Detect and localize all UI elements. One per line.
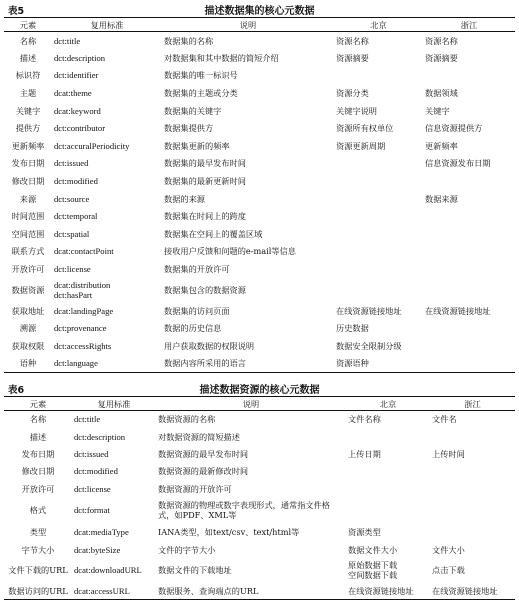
cell-beijing <box>334 155 423 173</box>
cell-beijing: 在线资源链接地址 <box>346 582 430 599</box>
cell-beijing: 资源摘要 <box>336 52 369 63</box>
table5-header-zhejiang: 浙江 <box>423 18 515 32</box>
table5-header <box>4 18 515 32</box>
table6 <box>4 396 515 600</box>
cell-description: 数据资源的最新修改时间 <box>158 466 249 477</box>
cell-zhejiang <box>430 463 515 480</box>
table-row <box>4 411 515 428</box>
cell-description: 数据集提供方 <box>164 123 214 134</box>
cell-element: 来源 <box>19 193 37 204</box>
cell-element: 提供方 <box>15 123 41 134</box>
cell-description: 数据资源的物理或数字表现形式，通常指文件格式，如PDF、XML等 <box>158 500 330 521</box>
cell-description: 数据集更新的频率 <box>164 140 230 151</box>
cell-standard: dcat:accessURL <box>72 582 156 599</box>
cell-element: 文件下载的URL <box>8 565 68 576</box>
table-row <box>4 337 515 355</box>
table-row <box>4 582 515 599</box>
cell-standard: dct:provenance <box>54 323 107 334</box>
cell-description: 数据集的主题或分类 <box>164 88 238 99</box>
cell-beijing: 数据文件大小 <box>348 544 398 555</box>
cell-zhejiang <box>423 225 515 243</box>
cell-element: 语种 <box>4 355 52 373</box>
table-row <box>4 49 515 67</box>
cell-description: 数据集的访问页面 <box>164 305 230 316</box>
cell-zhejiang: 在线资源链接地址 <box>425 305 491 316</box>
cell-description: 数据资源的最早发布时间 <box>158 448 249 459</box>
table5-header-element: 元素 <box>4 18 52 32</box>
table-row <box>4 558 515 582</box>
cell-standard: dcat:byteSize <box>74 544 121 555</box>
cell-description: 数据的历史信息 <box>164 323 222 334</box>
cell-description: 数据的来源 <box>164 193 205 204</box>
cell-element: 修改日期 <box>11 176 45 187</box>
cell-element: 更新频率 <box>11 140 45 151</box>
cell-element: 主题 <box>19 88 37 99</box>
table-row <box>4 190 515 208</box>
cell-element: 描述 <box>29 431 47 442</box>
cell-description: 数据集在空间上的覆盖区域 <box>164 228 263 239</box>
table5-header-description: 说明 <box>162 18 334 32</box>
cell-standard: dct:title <box>54 35 81 46</box>
cell-description: 数据集的唯一标识号 <box>164 70 238 81</box>
cell-description: 数据内容所采用的语言 <box>162 355 334 373</box>
cell-beijing <box>334 260 423 278</box>
cell-standard: dct:license <box>54 264 91 275</box>
table6-title: 描述数据资源的核心元数据 <box>199 385 320 396</box>
table-row <box>4 207 515 225</box>
table5-caption <box>0 2 519 16</box>
cell-element: 发布日期 <box>21 448 55 459</box>
table6-header-zhejiang: 浙江 <box>430 397 515 411</box>
cell-element: 获取地址 <box>11 305 45 316</box>
cell-description: 对数据集和其中数据的简短介绍 <box>164 52 279 63</box>
table5-header-standard: 复用标准 <box>52 18 162 32</box>
cell-beijing: 数据安全限制分级 <box>336 340 402 351</box>
table-row <box>4 155 515 173</box>
table-row <box>4 523 515 540</box>
cell-standard: dct:temporal <box>54 211 98 222</box>
cell-beijing <box>334 243 423 261</box>
cell-zhejiang: 资源名称 <box>425 35 458 46</box>
cell-description: 数据服务、查询端点的URL <box>156 582 346 599</box>
table6-header-standard: 复用标准 <box>72 397 156 411</box>
cell-standard: dcat:landingPage <box>54 305 114 316</box>
table-row <box>4 278 515 302</box>
cell-beijing: 资源所有权单位 <box>336 123 394 134</box>
cell-standard: dct:modified <box>54 176 98 187</box>
table6-header-description: 说明 <box>156 397 346 411</box>
cell-zhejiang <box>423 243 515 261</box>
cell-beijing: 资源类型 <box>348 527 381 538</box>
table-row <box>4 463 515 480</box>
cell-element: 数据访问的URL <box>4 582 72 599</box>
cell-element: 发布日期 <box>11 158 45 169</box>
table5-header-beijing: 北京 <box>334 18 423 32</box>
cell-description: 数据集在时间上的跨度 <box>164 211 246 222</box>
cell-description: 文件的字节大小 <box>158 544 216 555</box>
cell-element: 开放许可 <box>11 264 45 275</box>
cell-description: 数据资源的开放许可 <box>158 483 232 494</box>
table-row <box>4 225 515 243</box>
cell-zhejiang: 文件名 <box>432 414 457 425</box>
cell-standard: dct:license <box>74 483 111 494</box>
cell-beijing <box>334 67 423 85</box>
cell-zhejiang: 关键字 <box>425 105 450 116</box>
cell-zhejiang: 数据领域 <box>425 88 458 99</box>
cell-element: 空间范围 <box>11 228 45 239</box>
cell-element: 获取权限 <box>11 340 45 351</box>
cell-standard: dcat:theme <box>54 88 92 99</box>
cell-element: 数据资源 <box>11 284 45 295</box>
table5-label: 表5 <box>8 6 25 17</box>
cell-zhejiang <box>423 172 515 190</box>
cell-beijing <box>334 207 423 225</box>
cell-beijing: 文件名称 <box>348 414 381 425</box>
cell-standard: dct:issued <box>74 448 109 459</box>
cell-beijing: 资源更新周期 <box>336 140 386 151</box>
cell-beijing <box>334 190 423 208</box>
table-row <box>4 302 515 320</box>
cell-beijing <box>334 225 423 243</box>
cell-zhejiang <box>423 67 515 85</box>
cell-element: 时间范围 <box>11 211 45 222</box>
cell-element: 溯源 <box>19 323 37 334</box>
table5-body <box>4 32 515 373</box>
cell-description: 数据文件的下载地址 <box>158 565 232 576</box>
cell-standard: dct:accessRights <box>54 340 112 351</box>
cell-beijing: 原始数据下载 空间数据下载 <box>348 560 398 581</box>
table-row <box>4 355 515 373</box>
cell-beijing <box>346 428 430 445</box>
cell-description: IANA类型，如text/csv、text/html等 <box>158 527 300 538</box>
table-row <box>4 260 515 278</box>
cell-beijing: 历史数据 <box>336 323 369 334</box>
cell-beijing: 资源分类 <box>336 88 369 99</box>
cell-description: 数据集的最新更新时间 <box>164 176 246 187</box>
cell-element: 格式 <box>29 505 47 516</box>
cell-element: 名称 <box>29 414 47 425</box>
cell-element: 类型 <box>29 527 47 538</box>
table6-body <box>4 411 515 600</box>
cell-zhejiang: 上传时间 <box>432 448 465 459</box>
table6-caption <box>0 381 519 395</box>
table-row <box>4 102 515 120</box>
cell-standard: dct:title <box>74 414 101 425</box>
cell-standard: dct:issued <box>54 158 89 169</box>
cell-description: 数据集包含的数据资源 <box>164 284 246 295</box>
table6-label: 表6 <box>8 385 25 396</box>
table5-title: 描述数据集的核心元数据 <box>204 6 315 17</box>
cell-standard: dct:identifier <box>54 70 99 81</box>
table-row <box>4 172 515 190</box>
table-row <box>4 428 515 445</box>
cell-beijing <box>334 172 423 190</box>
cell-standard: dct:spatial <box>54 228 90 239</box>
cell-zhejiang: 数据来源 <box>425 193 458 204</box>
table-row <box>4 137 515 155</box>
cell-standard: dct:modified <box>74 466 118 477</box>
table-row <box>4 480 515 497</box>
cell-standard: dcat:contactPoint <box>54 246 114 257</box>
cell-beijing: 资源语种 <box>334 355 423 373</box>
cell-description: 数据集的关键字 <box>164 105 222 116</box>
table-row <box>4 84 515 102</box>
cell-zhejiang: 资源摘要 <box>425 52 458 63</box>
cell-element: 名称 <box>19 35 37 46</box>
cell-zhejiang: 信息资源发布日期 <box>425 158 491 169</box>
cell-zhejiang <box>423 207 515 225</box>
cell-description: 数据资源的名称 <box>158 414 216 425</box>
cell-standard: dct:language <box>52 355 162 373</box>
table-row <box>4 319 515 337</box>
cell-element: 关键字 <box>15 105 41 116</box>
cell-zhejiang <box>423 278 515 302</box>
cell-standard: dcat:keyword <box>54 105 101 116</box>
cell-standard: dct:accuralPeriodicity <box>54 140 130 151</box>
cell-beijing <box>334 278 423 302</box>
cell-standard: dcat:mediaType <box>74 527 129 538</box>
cell-zhejiang <box>423 355 515 373</box>
cell-beijing: 上传日期 <box>348 448 381 459</box>
cell-standard: dct:source <box>54 193 90 204</box>
cell-beijing: 在线资源链接地址 <box>336 305 402 316</box>
table6-header <box>4 397 515 411</box>
cell-zhejiang <box>423 337 515 355</box>
cell-zhejiang <box>430 428 515 445</box>
cell-zhejiang <box>430 497 515 523</box>
table-row <box>4 497 515 523</box>
cell-beijing <box>346 463 430 480</box>
cell-zhejiang <box>430 523 515 540</box>
table6-header-element: 元素 <box>4 397 72 411</box>
cell-standard: dct:contributor <box>54 123 106 134</box>
cell-zhejiang <box>423 260 515 278</box>
table5 <box>4 17 515 373</box>
cell-description: 数据集的最早发布时间 <box>164 158 246 169</box>
table6-header-beijing: 北京 <box>346 397 430 411</box>
cell-element: 修改日期 <box>21 466 55 477</box>
cell-beijing <box>346 497 430 523</box>
cell-zhejiang <box>423 319 515 337</box>
cell-beijing: 关键字说明 <box>336 105 377 116</box>
cell-description: 接收用户反馈和问题的e-mail等信息 <box>164 246 296 257</box>
table-row <box>4 32 515 50</box>
cell-zhejiang: 点击下载 <box>432 565 465 576</box>
cell-standard: dct:format <box>74 505 110 516</box>
cell-beijing <box>346 480 430 497</box>
cell-zhejiang: 信息资源提供方 <box>425 123 483 134</box>
table-row <box>4 445 515 462</box>
cell-standard: dct:description <box>74 431 126 442</box>
cell-zhejiang: 在线资源链接地址 <box>430 582 515 599</box>
table-row <box>4 243 515 261</box>
cell-element: 联系方式 <box>11 246 45 257</box>
cell-element: 字节大小 <box>21 544 55 555</box>
cell-zhejiang: 文件大小 <box>432 544 465 555</box>
cell-description: 对数据资源的简短描述 <box>158 431 240 442</box>
cell-standard: dcat:distribution dct:hasPart <box>54 279 111 300</box>
cell-element: 开放许可 <box>21 483 55 494</box>
cell-description: 用户获取数据的权限说明 <box>164 340 255 351</box>
table-row <box>4 119 515 137</box>
cell-element: 描述 <box>19 52 37 63</box>
cell-zhejiang <box>430 480 515 497</box>
table-row <box>4 67 515 85</box>
cell-description: 数据集的开放许可 <box>164 264 230 275</box>
cell-description: 数据集的名称 <box>164 35 214 46</box>
cell-element: 标识符 <box>15 70 41 81</box>
table-row <box>4 541 515 558</box>
cell-standard: dct:description <box>54 52 106 63</box>
cell-standard: dcat:downloadURL <box>74 565 142 576</box>
cell-zhejiang: 更新频率 <box>425 140 458 151</box>
cell-beijing: 资源名称 <box>336 35 369 46</box>
